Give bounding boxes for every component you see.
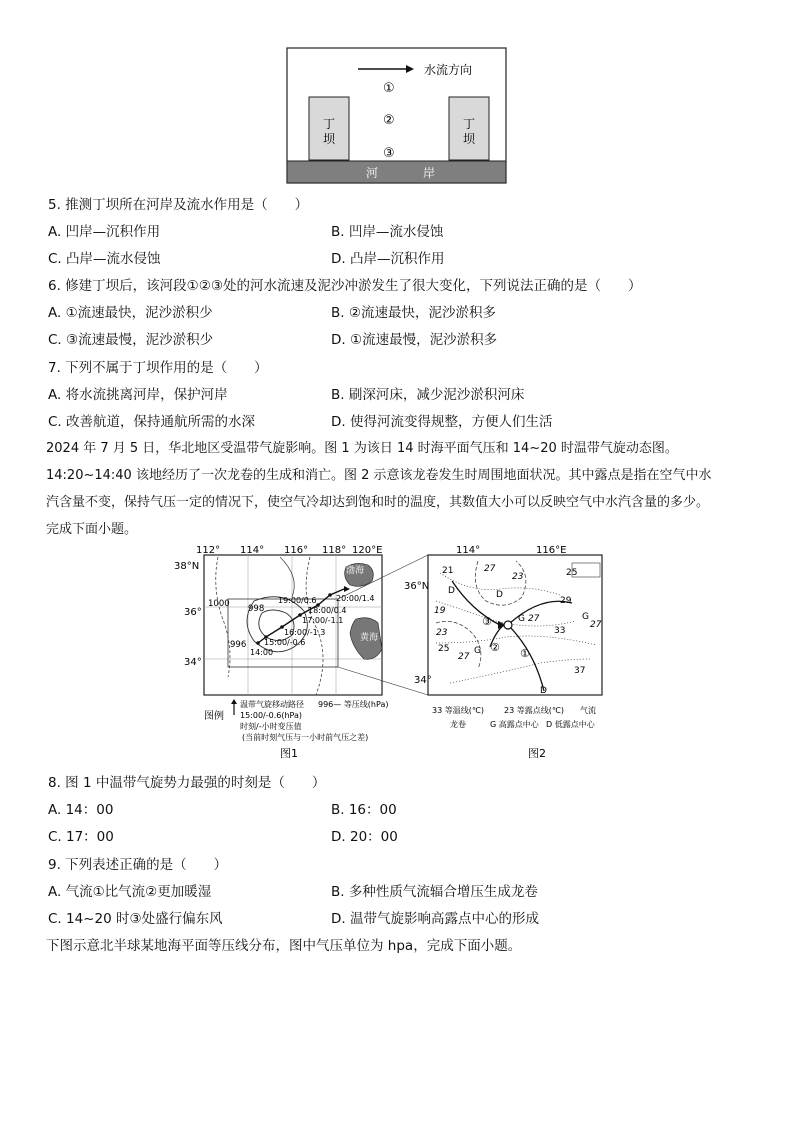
svg-text:25: 25 <box>438 644 450 654</box>
svg-text:29: 29 <box>560 596 572 606</box>
svg-text:②: ② <box>490 641 500 654</box>
question-7-stem: 7. 下列不属于丁坝作用的是（ ） <box>48 360 268 376</box>
svg-text:27: 27 <box>458 652 470 662</box>
svg-text:114°: 114° <box>456 545 481 556</box>
svg-text:河: 河 <box>366 166 379 180</box>
svg-text:23: 23 <box>436 628 448 638</box>
svg-text:120°E: 120°E <box>352 545 383 556</box>
next-section-intro: 下图示意北半球某地海平面等压线分布，图中气压单位为 hpa，完成下面小题。 <box>46 938 522 954</box>
svg-text:③: ③ <box>482 615 492 628</box>
svg-text:坝: 坝 <box>463 132 476 146</box>
svg-text:998: 998 <box>248 604 265 614</box>
svg-text:996: 996 <box>230 640 247 650</box>
question-8-option-b[interactable]: B. 16：00 <box>331 802 397 818</box>
question-7-option-b[interactable]: B. 刷深河床，减少泥沙淤积河床 <box>331 387 525 403</box>
svg-text:36°: 36° <box>184 607 202 618</box>
svg-text:19:00/0.6: 19:00/0.6 <box>278 596 317 605</box>
question-6-option-d[interactable]: D. ①流速最慢，泥沙淤积多 <box>331 332 498 348</box>
svg-text:112°: 112° <box>196 545 221 556</box>
svg-text:34°: 34° <box>414 675 432 686</box>
svg-text:黄海: 黄海 <box>360 633 379 643</box>
svg-text:丁: 丁 <box>463 117 476 131</box>
intro-line-2: 14:20~14:40 该地经历了一次龙卷的生成和消亡。图 2 示意该龙卷发生时周围地面状况。其中露点是指在空气中水 <box>46 468 712 483</box>
question-6-option-b[interactable]: B. ②流速最快，泥沙淤积多 <box>331 305 496 321</box>
question-5-option-c[interactable]: C. 凸岸—流水侵蚀 <box>48 251 161 267</box>
intro-line-3: 汽含量不变，保持气压一定的情况下，使空气冷却达到饱和时的温度，其数值大小可以反映空气中水汽含量的多少。 <box>46 495 710 510</box>
svg-text:27: 27 <box>528 614 540 624</box>
svg-text:15:00/-0.6: 15:00/-0.6 <box>264 638 306 647</box>
question-6-option-a[interactable]: A. ①流速最快，泥沙淤积少 <box>48 305 213 321</box>
intro-line-1: 2024 年 7 月 5 日，华北地区受温带气旋影响。图 1 为该日 14 时海平面气压和 14~20 时温带气旋动态图。 <box>46 441 678 456</box>
svg-text:15:00/-0.6(hPa): 15:00/-0.6(hPa) <box>240 711 303 720</box>
svg-text:20:00/1.4: 20:00/1.4 <box>336 594 375 603</box>
svg-text:图例: 图例 <box>204 711 224 722</box>
svg-text:D: D <box>540 686 547 696</box>
svg-text:G: G <box>518 614 525 624</box>
dam-figure <box>286 47 508 185</box>
question-9-option-a[interactable]: A. 气流①比气流②更加暖湿 <box>48 884 212 900</box>
svg-text:G 高露点中心: G 高露点中心 <box>490 720 539 729</box>
svg-text:37: 37 <box>574 666 586 676</box>
question-6-option-c[interactable]: C. ③流速最慢，泥沙淤积少 <box>48 332 214 348</box>
marker-2: ② <box>383 113 395 128</box>
svg-text:17:00/-1.1: 17:00/-1.1 <box>302 616 344 625</box>
svg-text:16:00/-1.3: 16:00/-1.3 <box>284 628 326 637</box>
svg-text:G: G <box>582 612 589 622</box>
svg-text:14:00: 14:00 <box>250 648 274 657</box>
svg-text:116°: 116° <box>284 545 309 556</box>
svg-text:时刻/-小时变压值: 时刻/-小时变压值 <box>240 722 302 731</box>
svg-text:D: D <box>496 590 503 600</box>
intro-line-4: 完成下面小题。 <box>46 522 138 537</box>
svg-text:34°: 34° <box>184 657 202 668</box>
question-9-option-c[interactable]: C. 14~20 时③处盛行偏东风 <box>48 911 223 927</box>
svg-text:18:00/0.4: 18:00/0.4 <box>308 606 347 615</box>
river-bank <box>287 161 506 183</box>
svg-text:坝: 坝 <box>323 132 336 146</box>
question-8-stem: 8. 图 1 中温带气旋势力最强的时刻是（ ） <box>48 775 326 791</box>
question-5-stem: 5. 推测丁坝所在河岸及流水作用是（ ） <box>48 197 309 213</box>
tornado-icon <box>504 621 512 629</box>
svg-text:38°N: 38°N <box>174 561 200 572</box>
question-9-option-b[interactable]: B. 多种性质气流辐合增压生成龙卷 <box>331 884 538 900</box>
svg-text:①: ① <box>520 647 530 660</box>
svg-text:21: 21 <box>442 566 454 576</box>
svg-text:116°E: 116°E <box>536 545 567 556</box>
question-5-option-a[interactable]: A. 凹岸—沉积作用 <box>48 224 161 240</box>
svg-text:33: 33 <box>554 626 566 636</box>
svg-text:渤海: 渤海 <box>346 566 365 576</box>
svg-text:G: G <box>474 646 481 656</box>
svg-text:27: 27 <box>590 620 602 630</box>
svg-text:23 等露点线(℃): 23 等露点线(℃) <box>504 706 564 715</box>
svg-text:D: D <box>448 586 455 596</box>
question-8-option-d[interactable]: D. 20：00 <box>331 829 398 845</box>
svg-text:23: 23 <box>512 572 524 582</box>
svg-text:25: 25 <box>566 568 578 578</box>
svg-text:(当前时刻气压与一小时前气压之差): (当前时刻气压与一小时前气压之差) <box>242 733 369 742</box>
svg-text:19: 19 <box>434 606 446 616</box>
svg-text:D 低露点中心: D 低露点中心 <box>546 720 595 729</box>
svg-text:118°: 118° <box>322 545 347 556</box>
svg-text:丁: 丁 <box>323 117 336 131</box>
marker-3: ③ <box>383 146 395 161</box>
figure-1-caption: 图1 <box>280 747 298 760</box>
question-5-option-b[interactable]: B. 凹岸—流水侵蚀 <box>331 224 444 240</box>
svg-text:气流: 气流 <box>580 706 596 715</box>
svg-text:996— 等压线(hPa): 996— 等压线(hPa) <box>318 700 389 709</box>
question-5-option-d[interactable]: D. 凸岸—沉积作用 <box>331 251 445 267</box>
svg-text:1000: 1000 <box>208 599 230 609</box>
figure-2-caption: 图2 <box>528 747 546 760</box>
svg-text:温带气旋移动路径: 温带气旋移动路径 <box>240 700 304 709</box>
question-7-option-d[interactable]: D. 使得河流变得规整，方便人们生活 <box>331 414 553 430</box>
question-9-stem: 9. 下列表述正确的是（ ） <box>48 857 228 873</box>
question-6-stem: 6. 修建丁坝后，该河段①②③处的河水流速及泥沙冲淤发生了很大变化，下列说法正确的是（ ） <box>48 278 642 294</box>
question-9-option-d[interactable]: D. 温带气旋影响高露点中心的形成 <box>331 911 539 927</box>
figure-1-map <box>204 555 382 695</box>
svg-text:岸: 岸 <box>423 166 436 180</box>
svg-text:114°: 114° <box>240 545 265 556</box>
question-8-option-c[interactable]: C. 17：00 <box>48 829 114 845</box>
question-7-option-c[interactable]: C. 改善航道，保持通航所需的水深 <box>48 414 256 430</box>
svg-text:27: 27 <box>484 564 496 574</box>
flow-direction-label: 水流方向 <box>424 63 473 77</box>
marker-1: ① <box>383 81 395 96</box>
question-8-option-a[interactable]: A. 14：00 <box>48 802 114 818</box>
weather-figures <box>160 543 610 765</box>
question-7-option-a[interactable]: A. 将水流挑离河岸，保护河岸 <box>48 387 228 403</box>
svg-text:33 等温线(℃): 33 等温线(℃) <box>432 706 484 715</box>
svg-text:龙卷: 龙卷 <box>450 720 466 729</box>
svg-text:36°N: 36°N <box>404 581 430 592</box>
